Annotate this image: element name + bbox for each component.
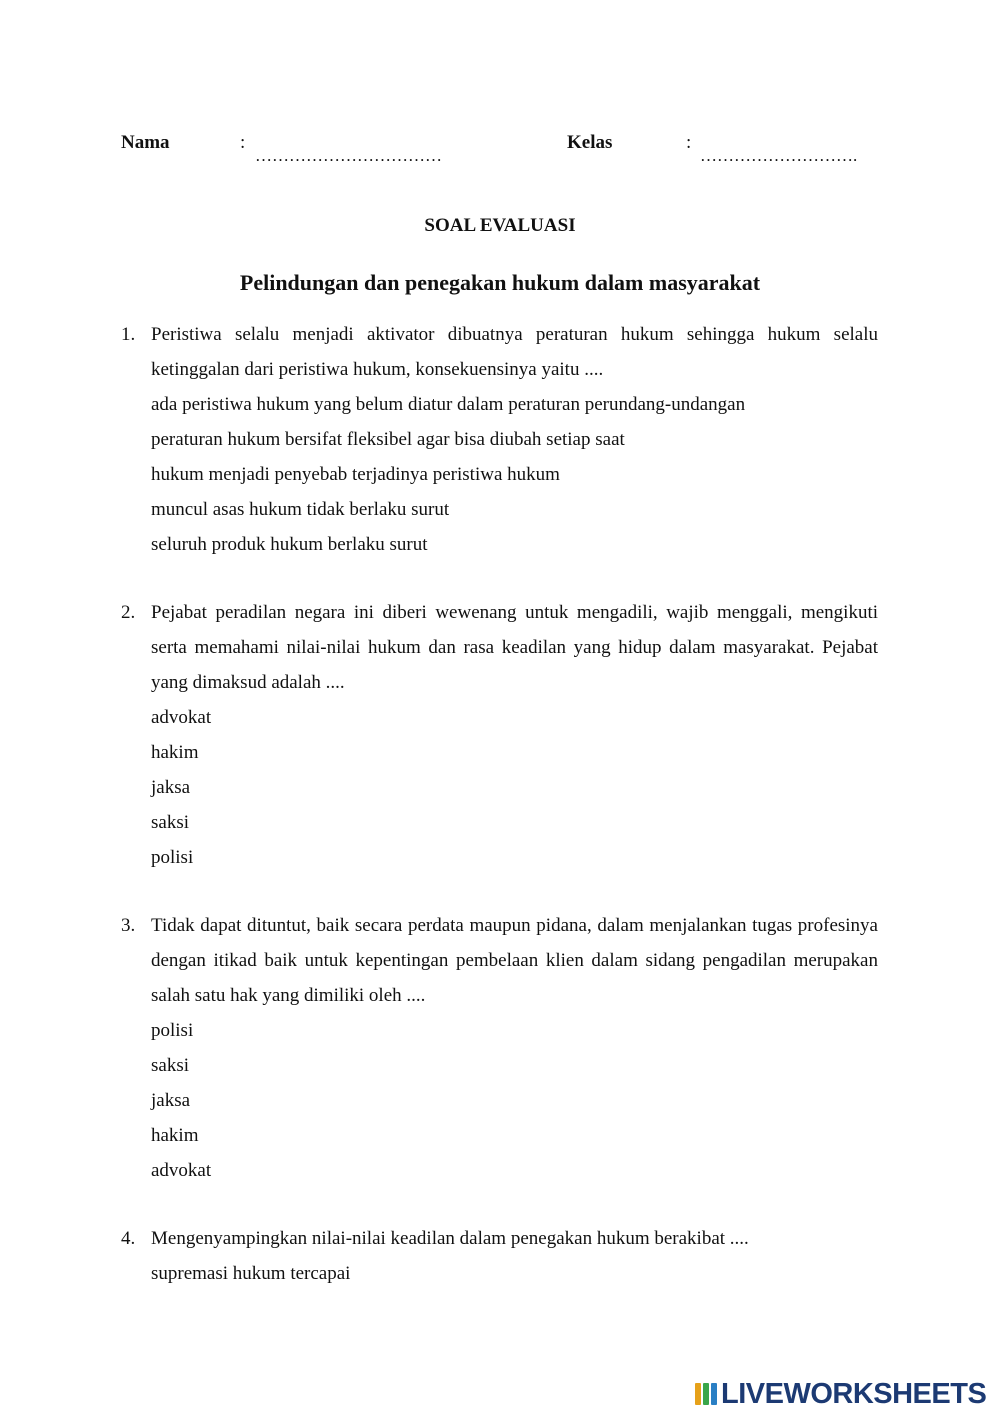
class-blank: ……………………….: [700, 146, 858, 165]
page-title: Pelindungan dan penegakan hukum dalam masyarakat: [239, 270, 761, 295]
page-subtitle: SOAL EVALUASI: [424, 215, 576, 236]
question-stem: Peristiwa selalu menjadi aktivator dibuatnya peraturan hukum sehingga hukum selalu ketinggalan dari peristiwa hukum, konsekuensinya yaitu ....: [151, 324, 878, 380]
question-stem: Pejabat peradilan negara ini diberi wewenang untuk mengadili, wajib menggali, mengikuti serta memahami nilai-nilai hukum dan rasa keadilan yang hidup dalam masyarakat. Pejabat yang dimaksud adalah ....: [151, 602, 878, 693]
class-label: Kelas: [567, 132, 613, 153]
answer-option[interactable]: hukum menjadi penyebab terjadinya peristiwa hukum: [151, 464, 560, 485]
logo-text: LIVEWORKSHEETS: [721, 1377, 987, 1410]
question-4: [121, 1221, 878, 1291]
liveworksheets-logo: [695, 1377, 986, 1411]
question-number: 3.: [121, 915, 136, 936]
name-label: Nama: [121, 132, 170, 153]
answer-option[interactable]: peraturan hukum bersifat fleksibel agar bisa diubah setiap saat: [151, 429, 625, 450]
answer-option[interactable]: saksi: [151, 812, 189, 833]
question-3: [121, 908, 878, 1188]
answer-option[interactable]: muncul asas hukum tidak berlaku surut: [151, 499, 450, 520]
answer-option[interactable]: saksi: [151, 1055, 189, 1076]
answer-option[interactable]: ada peristiwa hukum yang belum diatur dalam peraturan perundang-undangan: [151, 394, 746, 415]
answer-option[interactable]: advokat: [151, 1160, 212, 1181]
answer-option[interactable]: hakim: [151, 742, 199, 763]
question-stem: Tidak dapat dituntut, baik secara perdata maupun pidana, dalam menjalankan tugas profesinya dengan itikad baik untuk kepentingan pembelaan klien dalam sidang pengadilan merupakan salah satu hak yang dimiliki oleh ....: [151, 915, 878, 1006]
answer-option[interactable]: advokat: [151, 707, 212, 728]
question-number: 4.: [121, 1228, 136, 1249]
answer-option[interactable]: polisi: [151, 1020, 194, 1041]
liveworksheets-logo-icon: [695, 1381, 717, 1407]
answer-option[interactable]: jaksa: [151, 1090, 191, 1111]
question-1: [121, 317, 878, 562]
class-colon: :: [686, 132, 692, 153]
question-number: 1.: [121, 324, 136, 345]
answer-option[interactable]: hakim: [151, 1125, 199, 1146]
question-stem: Mengenyampingkan nilai-nilai keadilan dalam penegakan hukum berakibat ....: [151, 1228, 749, 1249]
name-colon: :: [240, 132, 246, 153]
answer-option[interactable]: polisi: [151, 847, 194, 868]
question-2: [121, 595, 878, 875]
question-number: 2.: [121, 602, 136, 623]
name-blank: ……………………………: [255, 146, 442, 165]
student-info-row: [121, 132, 891, 172]
answer-option[interactable]: supremasi hukum tercapai: [151, 1263, 351, 1284]
answer-option[interactable]: seluruh produk hukum berlaku surut: [151, 534, 428, 555]
answer-option[interactable]: jaksa: [151, 777, 191, 798]
